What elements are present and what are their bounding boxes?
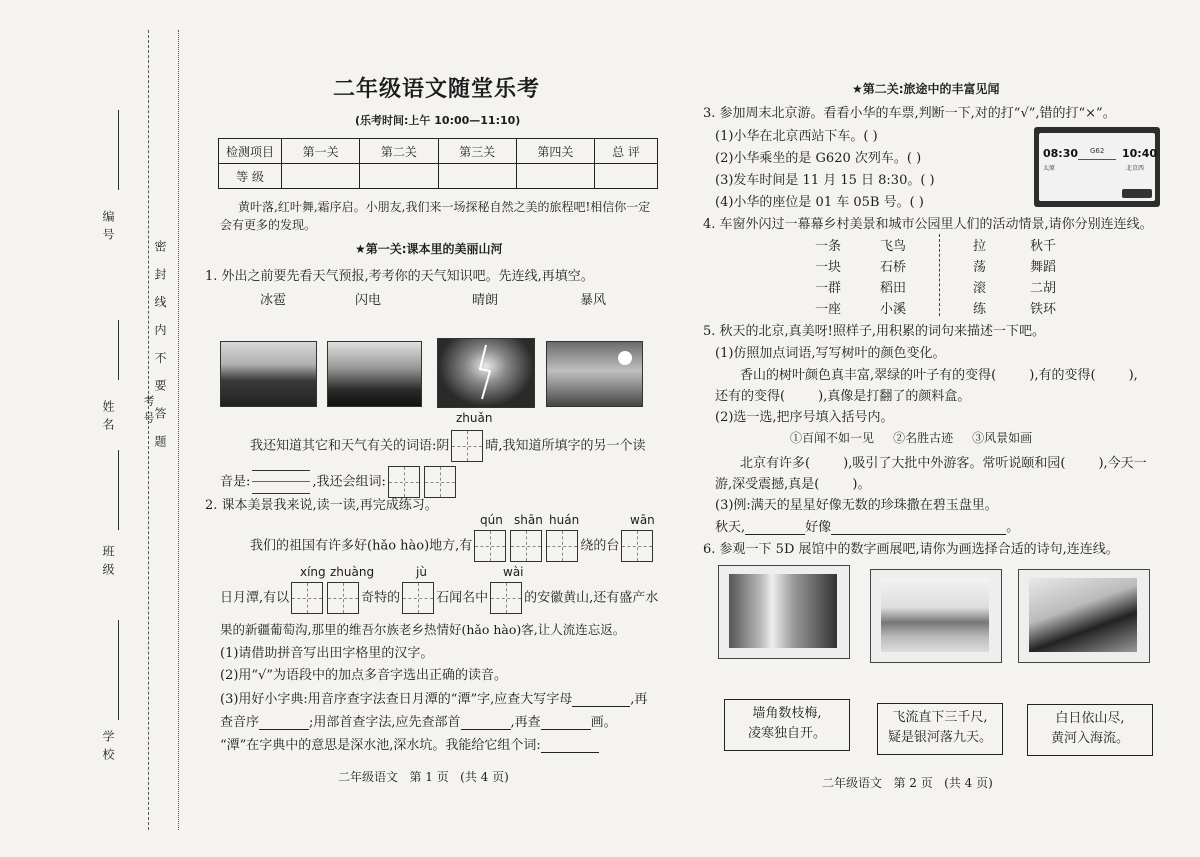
score-cell: 第三关 (438, 139, 516, 164)
q1-fill-text-c: 音是: (220, 474, 251, 490)
q2-text: 我们的祖国有许多好(hǎo hào)地方,有 (250, 538, 473, 554)
q2-sub-2: (2)用“√”为语段中的加点多音字选出正确的读音。 (220, 668, 507, 683)
answer-blank[interactable] (745, 534, 805, 535)
q4-word: 荡 (973, 260, 987, 275)
q1-fill-text-a: 我还知道其它和天气有关的词语:阴 (250, 438, 450, 454)
q5-sub-2: (2)选一选,把序号填入括号内。 (715, 410, 894, 425)
q2-passage-line-2 (220, 582, 658, 614)
binding-field-number (100, 210, 117, 250)
q3-item-4: (4)小华的座位是 01 车 05B 号。( ) (715, 195, 924, 210)
q4-word: 铁环 (1030, 302, 1057, 317)
pinyin-shan: shān (514, 513, 543, 527)
q2-sub-3-line-3 (220, 734, 599, 753)
q4-word: 一座 (815, 302, 842, 317)
score-table-header-row (219, 139, 658, 164)
binding-field-name-line (118, 320, 119, 380)
q3-item-2: (2)小华乘坐的是 G620 次列车。( ) (715, 151, 922, 166)
answer-blank[interactable] (259, 729, 309, 730)
photo-hail-field (220, 341, 317, 407)
tianzi-grid[interactable] (510, 530, 542, 562)
answer-blank[interactable] (541, 729, 591, 730)
q4-word: 拉 (973, 239, 987, 254)
question-4: 4. 车窗外闪过一幕幕乡村美景和城市公园里人们的活动情景,请你分别连连线。 (703, 217, 1153, 232)
q5-sub-1-line-b: 还有的变得( ),真像是打翻了的颜料盒。 (715, 389, 971, 404)
q5-sub-3-text: 好像 (805, 520, 832, 535)
q4-word: 滚 (973, 281, 987, 296)
grade-input-cell[interactable] (360, 164, 438, 189)
binding-field-name (100, 400, 117, 440)
sun-icon (547, 342, 642, 406)
answer-blank[interactable] (541, 752, 599, 753)
page1-footer: 二年级语文 第 1 页 (共 4 页) (338, 770, 509, 784)
pinyin-ju: jù (416, 565, 427, 579)
q4-dashed-divider (939, 234, 940, 316)
q4-word: 石桥 (880, 260, 907, 275)
ticket-arrive-station: 北京西 (1126, 165, 1145, 172)
tianzi-grid[interactable] (474, 530, 506, 562)
q5-sub-1: (1)仿照加点词语,写写树叶的颜色变化。 (715, 346, 946, 361)
exam-time: (乐考时间:上午 10:00—11:10) (355, 114, 521, 127)
q2-sub-3-text: 查音序 (220, 715, 260, 730)
tianzi-grid[interactable] (546, 530, 578, 562)
intro-line-2: 会有更多的发现。 (220, 218, 317, 232)
q5-sub-2-line-a: 北京有许多( ),吸引了大批中外游客。常听说颐和园( ),今天一 (740, 456, 1147, 471)
q2-text: 石闻名中 (436, 590, 489, 606)
q2-passage-line-1 (250, 530, 655, 562)
painting-pavilion (881, 578, 989, 652)
poem-card-waterfall[interactable] (877, 703, 1003, 755)
q4-word: 小溪 (880, 302, 907, 317)
q2-sub-3-text: ;用部首查字法,应先查部首 (309, 715, 461, 730)
q2-passage-line-3: 果的新疆葡萄沟,那里的维吾尔族老乡热情好(hǎo hào)客,让人流连忘返。 (220, 622, 626, 637)
painting-frame-pavilion (870, 569, 1002, 663)
tianzi-grid[interactable] (451, 430, 483, 462)
q4-word: 舞蹈 (1030, 260, 1057, 275)
answer-blank[interactable] (572, 706, 630, 707)
grade-input-cell[interactable] (438, 164, 516, 189)
binding-field-number-line (118, 110, 119, 190)
question-5: 5. 秋天的北京,真美呀!照样子,用积累的词句来描述一下吧。 (703, 324, 1046, 339)
weather-word-lightning: 闪电 (355, 293, 382, 308)
q5-sub-3-period: 。 (1006, 520, 1020, 535)
q4-word: 一群 (815, 281, 842, 296)
binding-field-school (100, 730, 117, 770)
binding-field-class (100, 545, 117, 585)
score-cell: 第一关 (282, 139, 360, 164)
tianzi-grid[interactable] (327, 582, 359, 614)
answer-blank[interactable] (461, 729, 511, 730)
poem-line: 疑是银河落九天。 (887, 730, 992, 745)
q2-text: 绕的台 (580, 538, 620, 554)
section2-title: ★第二关:旅途中的丰富见闻 (852, 82, 1000, 96)
painting-frame-waterfall (718, 565, 850, 659)
q4-word: 练 (973, 302, 987, 317)
grade-input-cell[interactable] (595, 164, 658, 189)
q4-word: 一块 (815, 260, 842, 275)
q2-text: 日月潭,有以 (220, 590, 290, 606)
painting-plum-eaves (1029, 578, 1137, 652)
painting-waterfall (729, 574, 837, 648)
q2-sub-1: (1)请借助拼音写出田字格里的汉字。 (220, 646, 434, 661)
pinyin-qun: qún (480, 513, 503, 527)
q5-sub-2-line-b: 游,深受震撼,真是( )。 (715, 477, 871, 492)
q1-fill-text-d: ,我还会组词: (312, 474, 386, 490)
q3-item-1: (1)小华在北京西站下车。( ) (715, 129, 878, 144)
ticket-arrive-time: 10:40 (1122, 147, 1158, 160)
q2-sub-3-line-2 (220, 711, 617, 730)
poem-line: 凌寒独自开。 (747, 726, 826, 741)
q2-sub-3-text: ,再查 (510, 715, 541, 730)
question-3: 3. 参加周末北京游。看看小华的车票,判断一下,对的打“√”,错的打“×”。 (703, 106, 1116, 121)
score-cell: 第四关 (516, 139, 594, 164)
score-table (218, 138, 658, 189)
q1-fill-text-b: 晴,我知道所填字的另一个读 (485, 438, 646, 454)
tianzi-grid[interactable] (621, 530, 653, 562)
ticket-depart-time: 08:30 (1043, 147, 1079, 160)
pinyin-wan: wān (630, 513, 655, 527)
pinyin-zhuang: zhuàng (330, 565, 375, 579)
ticket-train-no: G62 (1090, 147, 1105, 155)
number-label: 编号 (101, 210, 115, 246)
grade-label-cell: 等 级 (219, 164, 282, 189)
q5-sub-3: (3)例:满天的星星好像无数的珍珠撒在碧玉盘里。 (715, 498, 998, 513)
q2-text: 的安徽黄山,还有盛产水 (524, 590, 659, 606)
weather-word-storm: 暴风 (580, 293, 607, 308)
q4-word: 二胡 (1030, 281, 1057, 296)
exam-no-label: 考号 (142, 395, 155, 429)
q4-word: 飞鸟 (880, 239, 907, 254)
question-6: 6. 参观一下 5D 展馆中的数字画展吧,请你为画选择合适的诗句,连连线。 (703, 542, 1119, 557)
tianzi-grid[interactable] (402, 582, 434, 614)
q5-sub-3-answer (715, 516, 1019, 535)
binding-field-exam-no (140, 395, 156, 433)
q2-text: 奇特的 (361, 590, 401, 606)
score-cell: 第二关 (360, 139, 438, 164)
score-cell: 检测项目 (219, 139, 282, 164)
q1-fill-line (250, 430, 646, 462)
pinyin-wai: wài (503, 565, 524, 579)
answer-blank[interactable] (831, 534, 1006, 535)
pinyin-xing: xíng (300, 565, 326, 579)
pinyin-zhuan: zhuǎn (456, 411, 493, 425)
photo-storm-trees (327, 341, 422, 407)
score-table-grade-row (219, 164, 658, 189)
poem-card-mountain[interactable] (1027, 704, 1153, 756)
pinyin-huan: huán (549, 513, 580, 527)
poem-line: 黄河入海流。 (1050, 731, 1129, 746)
weather-word-hail: 冰雹 (260, 293, 287, 308)
ticket-depart-station: 太原 (1043, 165, 1056, 172)
ticket-button[interactable] (1122, 189, 1152, 198)
school-label: 学校 (101, 730, 115, 766)
q5-sub-3-text: 秋天, (715, 520, 746, 535)
lightning-bolt-icon (438, 339, 534, 407)
intro-line-1: 黄叶落,红叶舞,霜序启。小朋友,我们来一场探秘自然之美的旅程吧!相信你一定 (238, 200, 651, 214)
tianzi-grid[interactable] (291, 582, 323, 614)
q4-word: 一条 (815, 239, 842, 254)
binding-line-inner (178, 30, 179, 830)
q2-sub-3 (220, 688, 647, 707)
grade-input-cell[interactable] (282, 164, 360, 189)
page2-footer: 二年级语文 第 2 页 (共 4 页) (822, 776, 993, 790)
binding-field-class-line (118, 450, 119, 530)
q3-item-3: (3)发车时间是 11 月 15 日 8:30。( ) (715, 173, 935, 188)
q2-sub-3-text: 画。 (590, 715, 617, 730)
q4-word: 稻田 (880, 281, 907, 296)
q5-sub-1-line-a: 香山的树叶颜色真丰富,翠绿的叶子有的变得( ),有的变得( ), (740, 368, 1138, 383)
painting-frame-plum (1018, 569, 1150, 663)
q2-sub-3-text: (3)用好小字典:用音序查字法查日月潭的“潭”字,应查大写字母 (220, 692, 573, 707)
poem-line: 墙角数枝梅, (752, 706, 822, 721)
train-ticket-image (1034, 127, 1160, 207)
seal-notice: 密 封 线 内 不 要 答 题 (153, 240, 167, 453)
ticket-arrow (1078, 159, 1116, 160)
poem-line: 飞流直下三千尺, (892, 710, 988, 725)
question-2: 2. 课本美景我来说,读一读,再完成练习。 (205, 498, 438, 513)
q4-word: 秋千 (1030, 239, 1057, 254)
class-label: 班级 (101, 545, 115, 581)
q2-sub-3-text: “潭”在字典中的意思是深水池,深水坑。我能给它组个词: (220, 738, 541, 753)
photo-sunny (546, 341, 643, 407)
page-title: 二年级语文随堂乐考 (333, 76, 541, 102)
binding-field-school-line (118, 620, 119, 720)
poem-card-plum[interactable] (724, 699, 850, 751)
grade-input-cell[interactable] (516, 164, 594, 189)
poem-line: 白日依山尽, (1055, 711, 1125, 726)
q2-sub-3-text: ,再 (630, 692, 648, 707)
name-label: 姓名 (101, 400, 115, 436)
weather-word-sunny: 晴朗 (472, 293, 499, 308)
question-1: 1. 外出之前要先看天气预报,考考你的天气知识吧。先连线,再填空。 (205, 269, 594, 284)
photo-lightning (437, 338, 535, 408)
q5-options: ①百闻不如一见 ②名胜古迹 ③风景如画 (790, 431, 1033, 445)
tianzi-grid[interactable] (490, 582, 522, 614)
score-cell: 总 评 (595, 139, 658, 164)
pinyin-writing-lines[interactable] (252, 470, 310, 494)
section1-title: ★第一关:课本里的美丽山河 (355, 242, 503, 256)
